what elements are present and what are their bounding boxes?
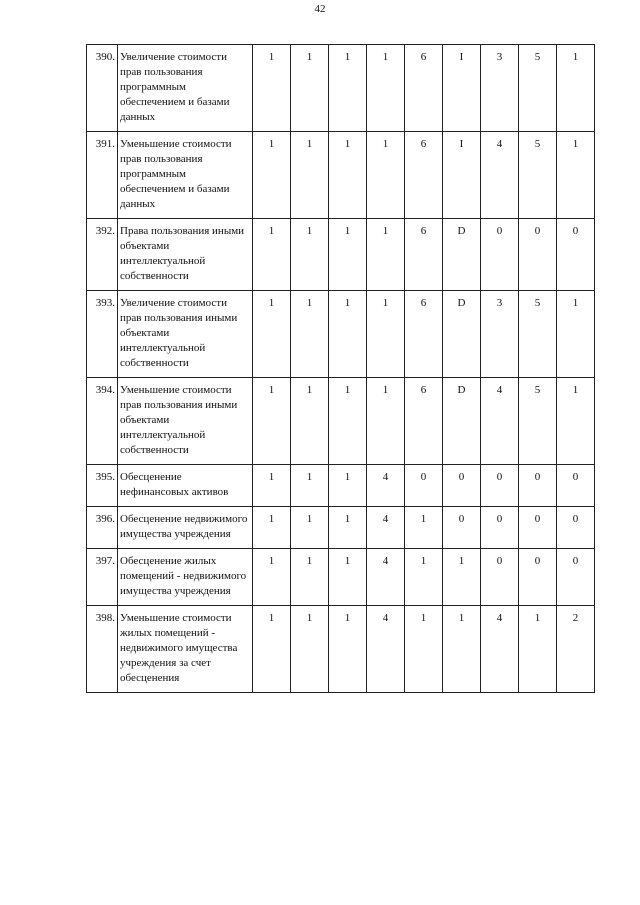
row-number: 398. xyxy=(87,606,118,693)
code-cell: 1 xyxy=(367,291,405,378)
account-name: Обесценение недвижимого имущества учреждения xyxy=(118,507,253,549)
code-cell: 5 xyxy=(519,132,557,219)
code-cell: 0 xyxy=(443,465,481,507)
code-cell: 1 xyxy=(291,378,329,465)
account-name: Увеличение стоимости прав пользования программным обеспечением и базами данных xyxy=(118,45,253,132)
table-row xyxy=(87,219,595,291)
code-cell: 1 xyxy=(329,606,367,693)
code-cell: 6 xyxy=(405,378,443,465)
code-cell: 0 xyxy=(405,465,443,507)
code-cell: 1 xyxy=(405,549,443,606)
code-cell: 1 xyxy=(291,549,329,606)
code-cell: 1 xyxy=(291,132,329,219)
code-cell: 1 xyxy=(367,132,405,219)
code-cell: 6 xyxy=(405,219,443,291)
code-cell: 6 xyxy=(405,132,443,219)
code-cell: 1 xyxy=(557,132,595,219)
code-cell: 1 xyxy=(253,291,291,378)
code-cell: 1 xyxy=(329,45,367,132)
row-number: 394. xyxy=(87,378,118,465)
code-cell: 0 xyxy=(481,549,519,606)
code-cell: 1 xyxy=(253,465,291,507)
account-name: Уменьшение стоимости прав пользования иными объектами интеллектуальной собственности xyxy=(118,378,253,465)
code-cell: 4 xyxy=(367,507,405,549)
code-cell: 5 xyxy=(519,378,557,465)
code-cell: 1 xyxy=(329,549,367,606)
account-name: Уменьшение стоимости жилых помещений - недвижимого имущества учреждения за счет обесценения xyxy=(118,606,253,693)
code-cell: 1 xyxy=(329,465,367,507)
code-cell: 2 xyxy=(557,606,595,693)
page-number: 42 xyxy=(314,3,326,15)
account-name: Уменьшение стоимости прав пользования программным обеспечением и базами данных xyxy=(118,132,253,219)
code-cell: 1 xyxy=(405,606,443,693)
account-name: Обесценение нефинансовых активов xyxy=(118,465,253,507)
code-cell: 1 xyxy=(253,507,291,549)
account-name: Увеличение стоимости прав пользования иными объектами интеллектуальной собственности xyxy=(118,291,253,378)
code-cell: 4 xyxy=(481,132,519,219)
table-row xyxy=(87,132,595,219)
table-row xyxy=(87,606,595,693)
row-number: 391. xyxy=(87,132,118,219)
table-row xyxy=(87,507,595,549)
table-row xyxy=(87,465,595,507)
code-cell: 0 xyxy=(443,507,481,549)
account-name: Права пользования иными объектами интеллектуальной собственности xyxy=(118,219,253,291)
code-cell: 1 xyxy=(367,45,405,132)
code-cell: D xyxy=(443,219,481,291)
code-cell: 3 xyxy=(481,291,519,378)
row-number: 393. xyxy=(87,291,118,378)
code-cell: 6 xyxy=(405,291,443,378)
code-cell: 1 xyxy=(443,606,481,693)
code-cell: 4 xyxy=(367,465,405,507)
code-cell: 0 xyxy=(519,219,557,291)
code-cell: 6 xyxy=(405,45,443,132)
code-cell: 1 xyxy=(253,219,291,291)
code-cell: 0 xyxy=(557,549,595,606)
table-row xyxy=(87,291,595,378)
code-cell: 1 xyxy=(253,45,291,132)
code-cell: 0 xyxy=(557,219,595,291)
code-cell: 1 xyxy=(291,507,329,549)
code-cell: 0 xyxy=(481,465,519,507)
code-cell: 1 xyxy=(329,507,367,549)
code-cell: 1 xyxy=(291,606,329,693)
account-name: Обесценение жилых помещений - недвижимого имущества учреждения xyxy=(118,549,253,606)
row-number: 395. xyxy=(87,465,118,507)
row-number: 390. xyxy=(87,45,118,132)
code-cell: 0 xyxy=(519,465,557,507)
code-cell: 4 xyxy=(481,378,519,465)
code-cell: 4 xyxy=(367,549,405,606)
table-row xyxy=(87,378,595,465)
code-cell: 1 xyxy=(291,465,329,507)
code-cell: 1 xyxy=(329,219,367,291)
code-cell: 1 xyxy=(291,291,329,378)
code-cell: 1 xyxy=(557,378,595,465)
row-number: 396. xyxy=(87,507,118,549)
table-row xyxy=(87,549,595,606)
code-cell: 0 xyxy=(519,507,557,549)
code-cell: 0 xyxy=(557,465,595,507)
code-cell: 1 xyxy=(367,378,405,465)
table-row xyxy=(87,45,595,132)
code-cell: 4 xyxy=(367,606,405,693)
accounts-table xyxy=(86,44,595,693)
code-cell: 1 xyxy=(519,606,557,693)
code-cell: 1 xyxy=(291,45,329,132)
code-cell: 0 xyxy=(557,507,595,549)
code-cell: 1 xyxy=(329,132,367,219)
code-cell: 0 xyxy=(481,507,519,549)
code-cell: 4 xyxy=(481,606,519,693)
code-cell: 1 xyxy=(367,219,405,291)
code-cell: 1 xyxy=(253,549,291,606)
code-cell: 1 xyxy=(253,132,291,219)
code-cell: 5 xyxy=(519,291,557,378)
code-cell: I xyxy=(443,132,481,219)
code-cell: 0 xyxy=(481,219,519,291)
code-cell: D xyxy=(443,378,481,465)
code-cell: D xyxy=(443,291,481,378)
code-cell: 1 xyxy=(329,378,367,465)
code-cell: 1 xyxy=(253,378,291,465)
code-cell: 1 xyxy=(253,606,291,693)
row-number: 392. xyxy=(87,219,118,291)
code-cell: 1 xyxy=(443,549,481,606)
code-cell: 0 xyxy=(519,549,557,606)
code-cell: 1 xyxy=(329,291,367,378)
code-cell: 1 xyxy=(405,507,443,549)
code-cell: 1 xyxy=(557,45,595,132)
code-cell: I xyxy=(443,45,481,132)
code-cell: 3 xyxy=(481,45,519,132)
code-cell: 5 xyxy=(519,45,557,132)
code-cell: 1 xyxy=(291,219,329,291)
row-number: 397. xyxy=(87,549,118,606)
code-cell: 1 xyxy=(557,291,595,378)
